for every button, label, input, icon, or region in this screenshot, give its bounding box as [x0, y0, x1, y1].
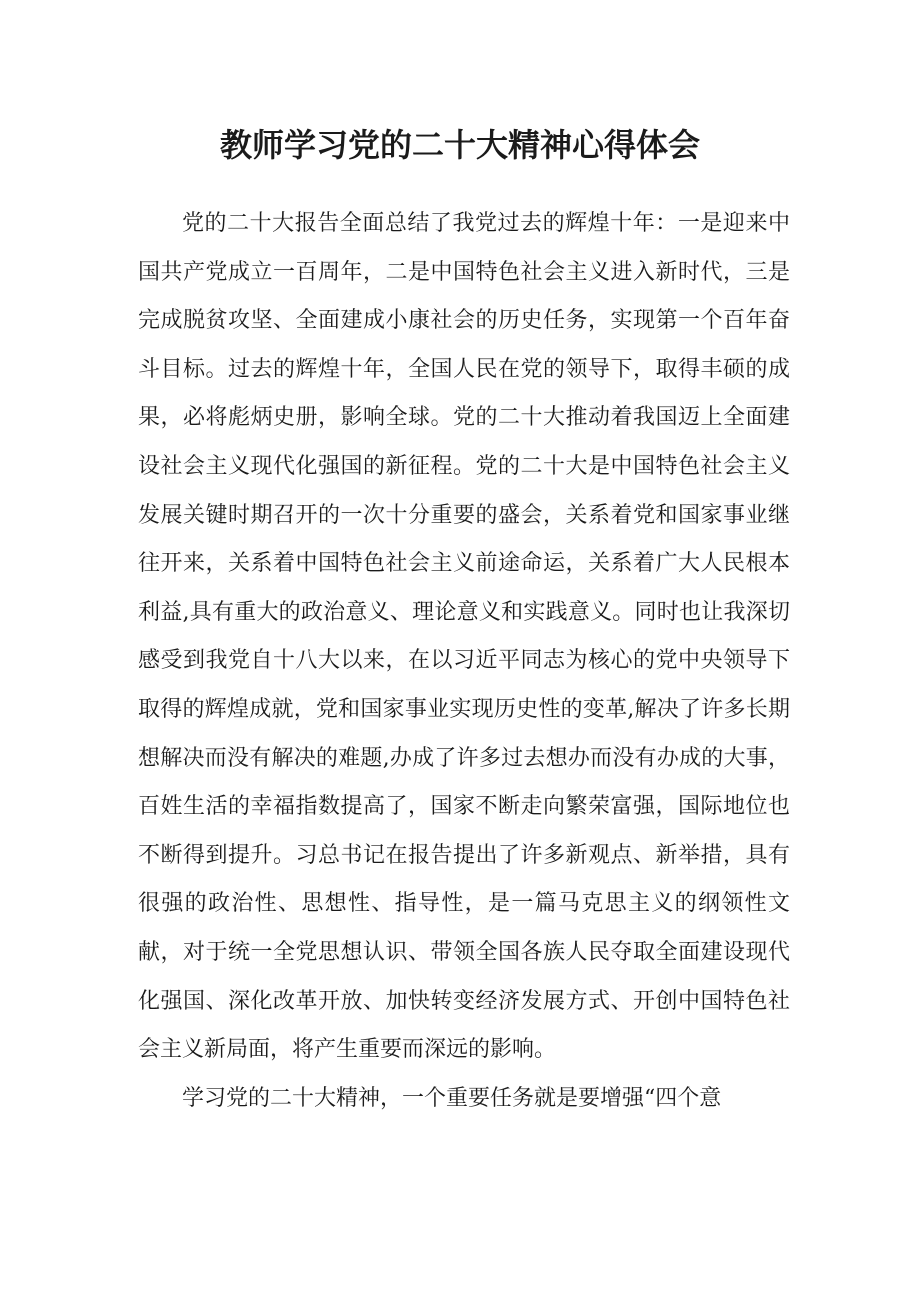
paragraph-2: 学习党的二十大精神，一个重要任务就是要增强“四个意 [182, 1085, 722, 1111]
document-body [138, 200, 790, 1123]
document-title: 教师学习党的二十大精神心得体会 [219, 126, 700, 164]
paragraph-1: 党的二十大报告全面总结了我党过去的辉煌十年：一是迎来中国共产党成立一百周年，二是中国特色社会主义进入新时代，三是完成脱贫攻坚、全面建成小康社会的历史任务，实现第一个百年奋斗目标。过去的辉煌十年，全国人民在党的领导下，取得丰硕的成果，必将彪炳史册，影响全球。党的二十大推动着我国迈上全面建设社会主义现代化强国的新征程。党的二十大是中国特色社会主义发展关键时期召开的一次十分重要的盛会，关系着党和国家事业继往开来，关系着中国特色社会主义前途命运，关系着广大人民根本利益,具有重大的政治意义、理论意义和实践意义。同时也让我深切感受到我党自十八大以来，在以习近平同志为核心的党中央领导下取得的辉煌成就，党和国家事业实现历史性的变革,解决了许多长期想解决而没有解决的难题,办成了许多过去想办而没有办成的大事，百姓生活的幸福指数提高了，国家不断走向繁荣富强，国际地位也不断得到提升。习总书记在报告提出了许多新观点、新举措，具有很强的政治性、思想性、指导性，是一篇马克思主义的纲领性文献，对于统一全党思想认识、带领全国各族人民夺取全面建设现代化强国、深化改革开放、加快转变经济发展方式、开创中国特色社会主义新局面，将产生重要而深远的影响。 [138, 211, 790, 1063]
